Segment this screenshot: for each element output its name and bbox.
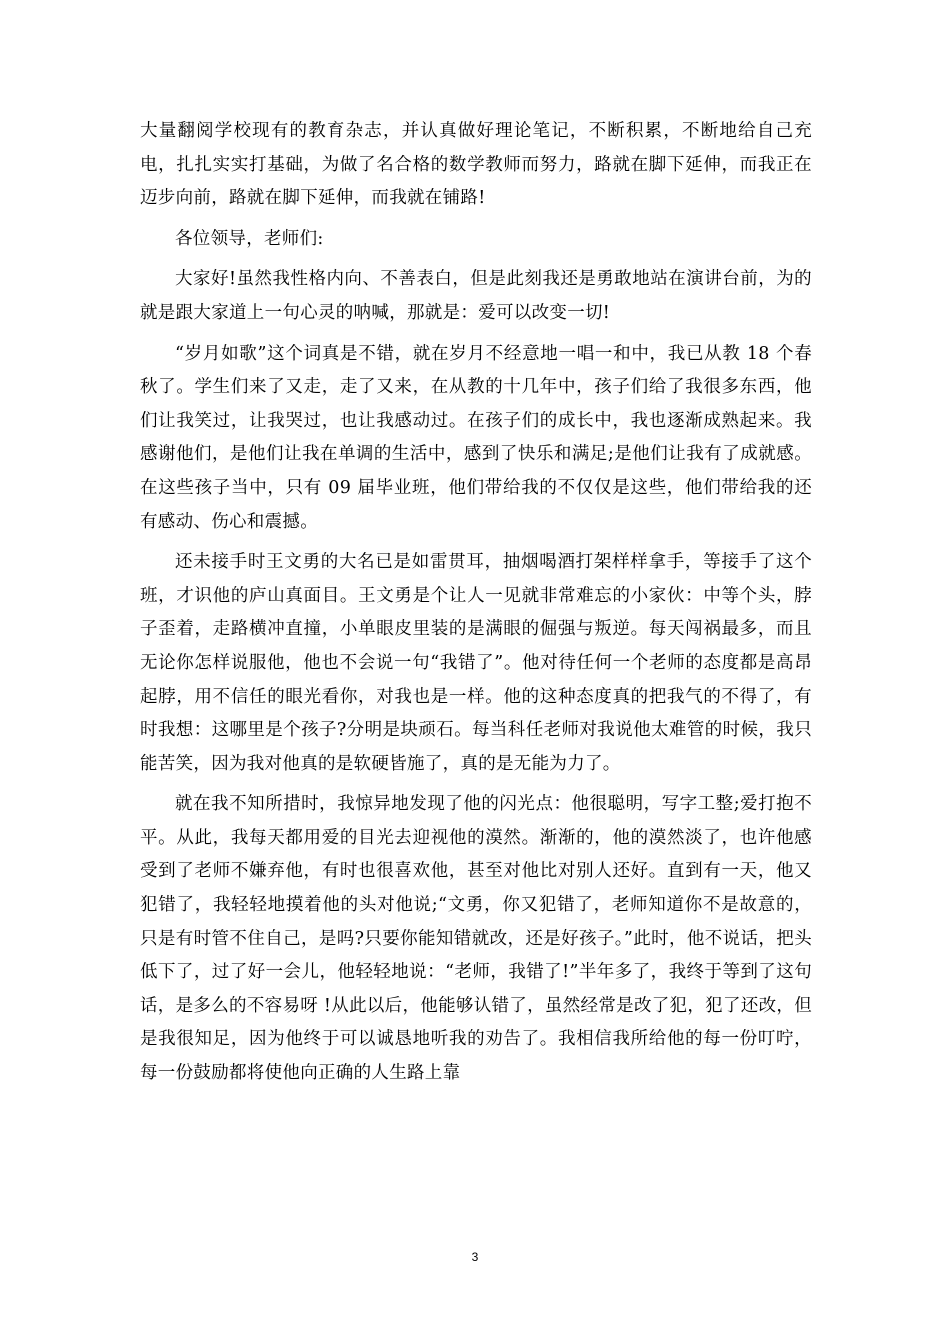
paragraph-continuation: 大量翻阅学校现有的教育杂志，并认真做好理论笔记，不断积累，不断地给自己充电，扎扎实实打基础，为做了名合格的数学教师而努力，路就在脚下延伸，而我正在迈步向前，路就在脚下延伸，而我就在铺路! — [140, 121, 812, 209]
paragraph-years-as-song: “岁月如歌”这个词真是不错，就在岁月不经意地一唱一和中，我已从教 18 个春秋了。学生们来了又走，走了又来，在从教的十几年中，孩子们给了我很多东西，他们让我笑过，让我哭过，也让我感动过。在孩子们的成长中，我也逐渐成熟起来。我感谢他们，是他们让我在单调的生活中，感到了快乐和满足;是他们让我有了成就感。在这些孩子当中，只有 09 届毕业班，他们带给我的不仅仅是这些，他们带给我的还有感动、伤心和震撼。 — [140, 343, 812, 532]
paragraph-bright-spot: 就在我不知所措时，我惊异地发现了他的闪光点：他很聪明，写字工整;爱打抱不平。从此，我每天都用爱的目光去迎视他的漠然。渐渐的，他的漠然淡了，也许他感受到了老师不嫌弃他，有时也很喜欢他，甚至对他比对别人还好。直到有一天，他又犯错了，我轻轻地摸着他的头对他说;“文勇，你又犯错了，老师知道你不是故意的，只是有时管不住自己，是吗?只要你能知错就改，还是好孩子。”此时，他不说话，把头低下了，过了好一会儿，他轻轻地说：“老师，我错了!”半年多了，我终于等到了这句话，是多么的不容易呀 !从此以后，他能够认错了，虽然经常是改了犯，犯了还改，但是我很知足，因为他终于可以诚恳地听我的劝告了。我相信我所给他的每一份叮咛，每一份鼓励都将使他向正确的人生路上靠 — [140, 794, 812, 1084]
page-number: 3 — [471, 1250, 479, 1264]
paragraph-wang-wenyong: 还未接手时王文勇的大名已是如雷贯耳，抽烟喝酒打架样样拿手，等接手了这个班，才识他的庐山真面目。王文勇是个让人一见就非常难忘的小家伙：中等个头，脖子歪着，走路横冲直撞，小单眼皮里装的是满眼的倔强与叛逆。每天闯祸最多，而且无论你怎样说服他，他也不会说一句“我错了”。他对待任何一个老师的态度都是高昂起脖，用不信任的眼光看你，对我也是一样。他的这种态度真的把我气的不得了，有时我想：这哪里是个孩子?分明是块顽石。每当科任老师对我说他太难管的时候，我只能苦笑，因为我对他真的是软硬皆施了，真的是无能为力了。 — [140, 552, 812, 774]
body-text — [140, 115, 812, 1091]
paragraph-salutation: 各位领导，老师们: — [175, 228, 324, 249]
paragraph-greeting: 大家好!虽然我性格内向、不善表白，但是此刻我还是勇敢地站在演讲台前，为的就是跟大家道上一句心灵的呐喊，那就是：爱可以改变一切! — [140, 269, 812, 323]
